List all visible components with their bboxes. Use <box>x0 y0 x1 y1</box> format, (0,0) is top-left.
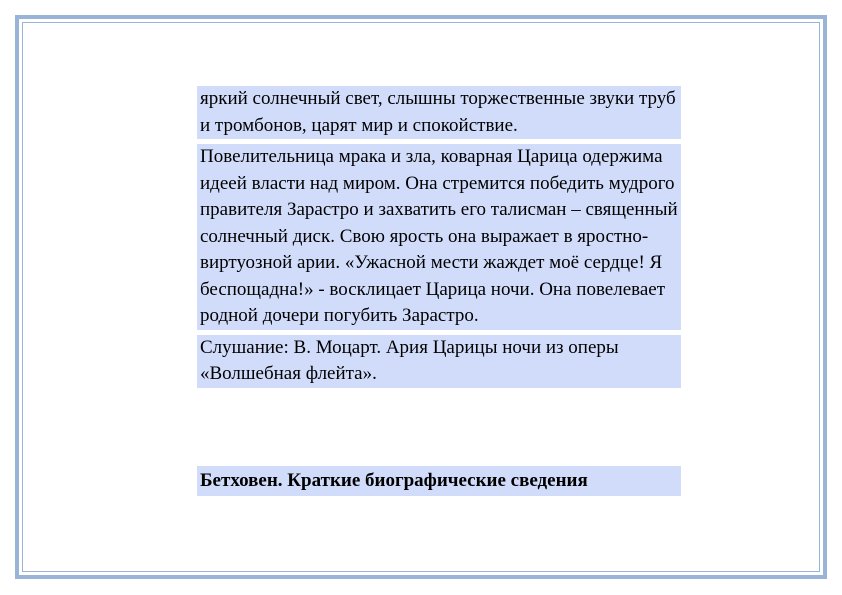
paragraph-intro: яркий солнечный свет, слышны торжественные звуки труб и тромбонов, царят мир и спокойствие. <box>197 86 681 139</box>
paragraph-queen-of-night: Повелительница мрака и зла, коварная Царица одержима идеей власти над миром. Она стремится победить мудрого правителя Зарастро и захватить его талисман – священный солнечный диск. Свою ярость она выражает в яростно-виртуозной арии. «Ужасной мести жаждет моё сердце! Я беспощадна!» - восклицает Царица ночи. Она повелевает родной дочери погубить Зарастро. <box>197 144 681 330</box>
body-text <box>197 86 681 388</box>
section-heading: Бетховен. Краткие биографические сведения <box>197 466 681 496</box>
paragraph-listening: Слушание: В. Моцарт. Ария Царицы ночи из оперы «Волшебная флейта». <box>197 335 681 388</box>
